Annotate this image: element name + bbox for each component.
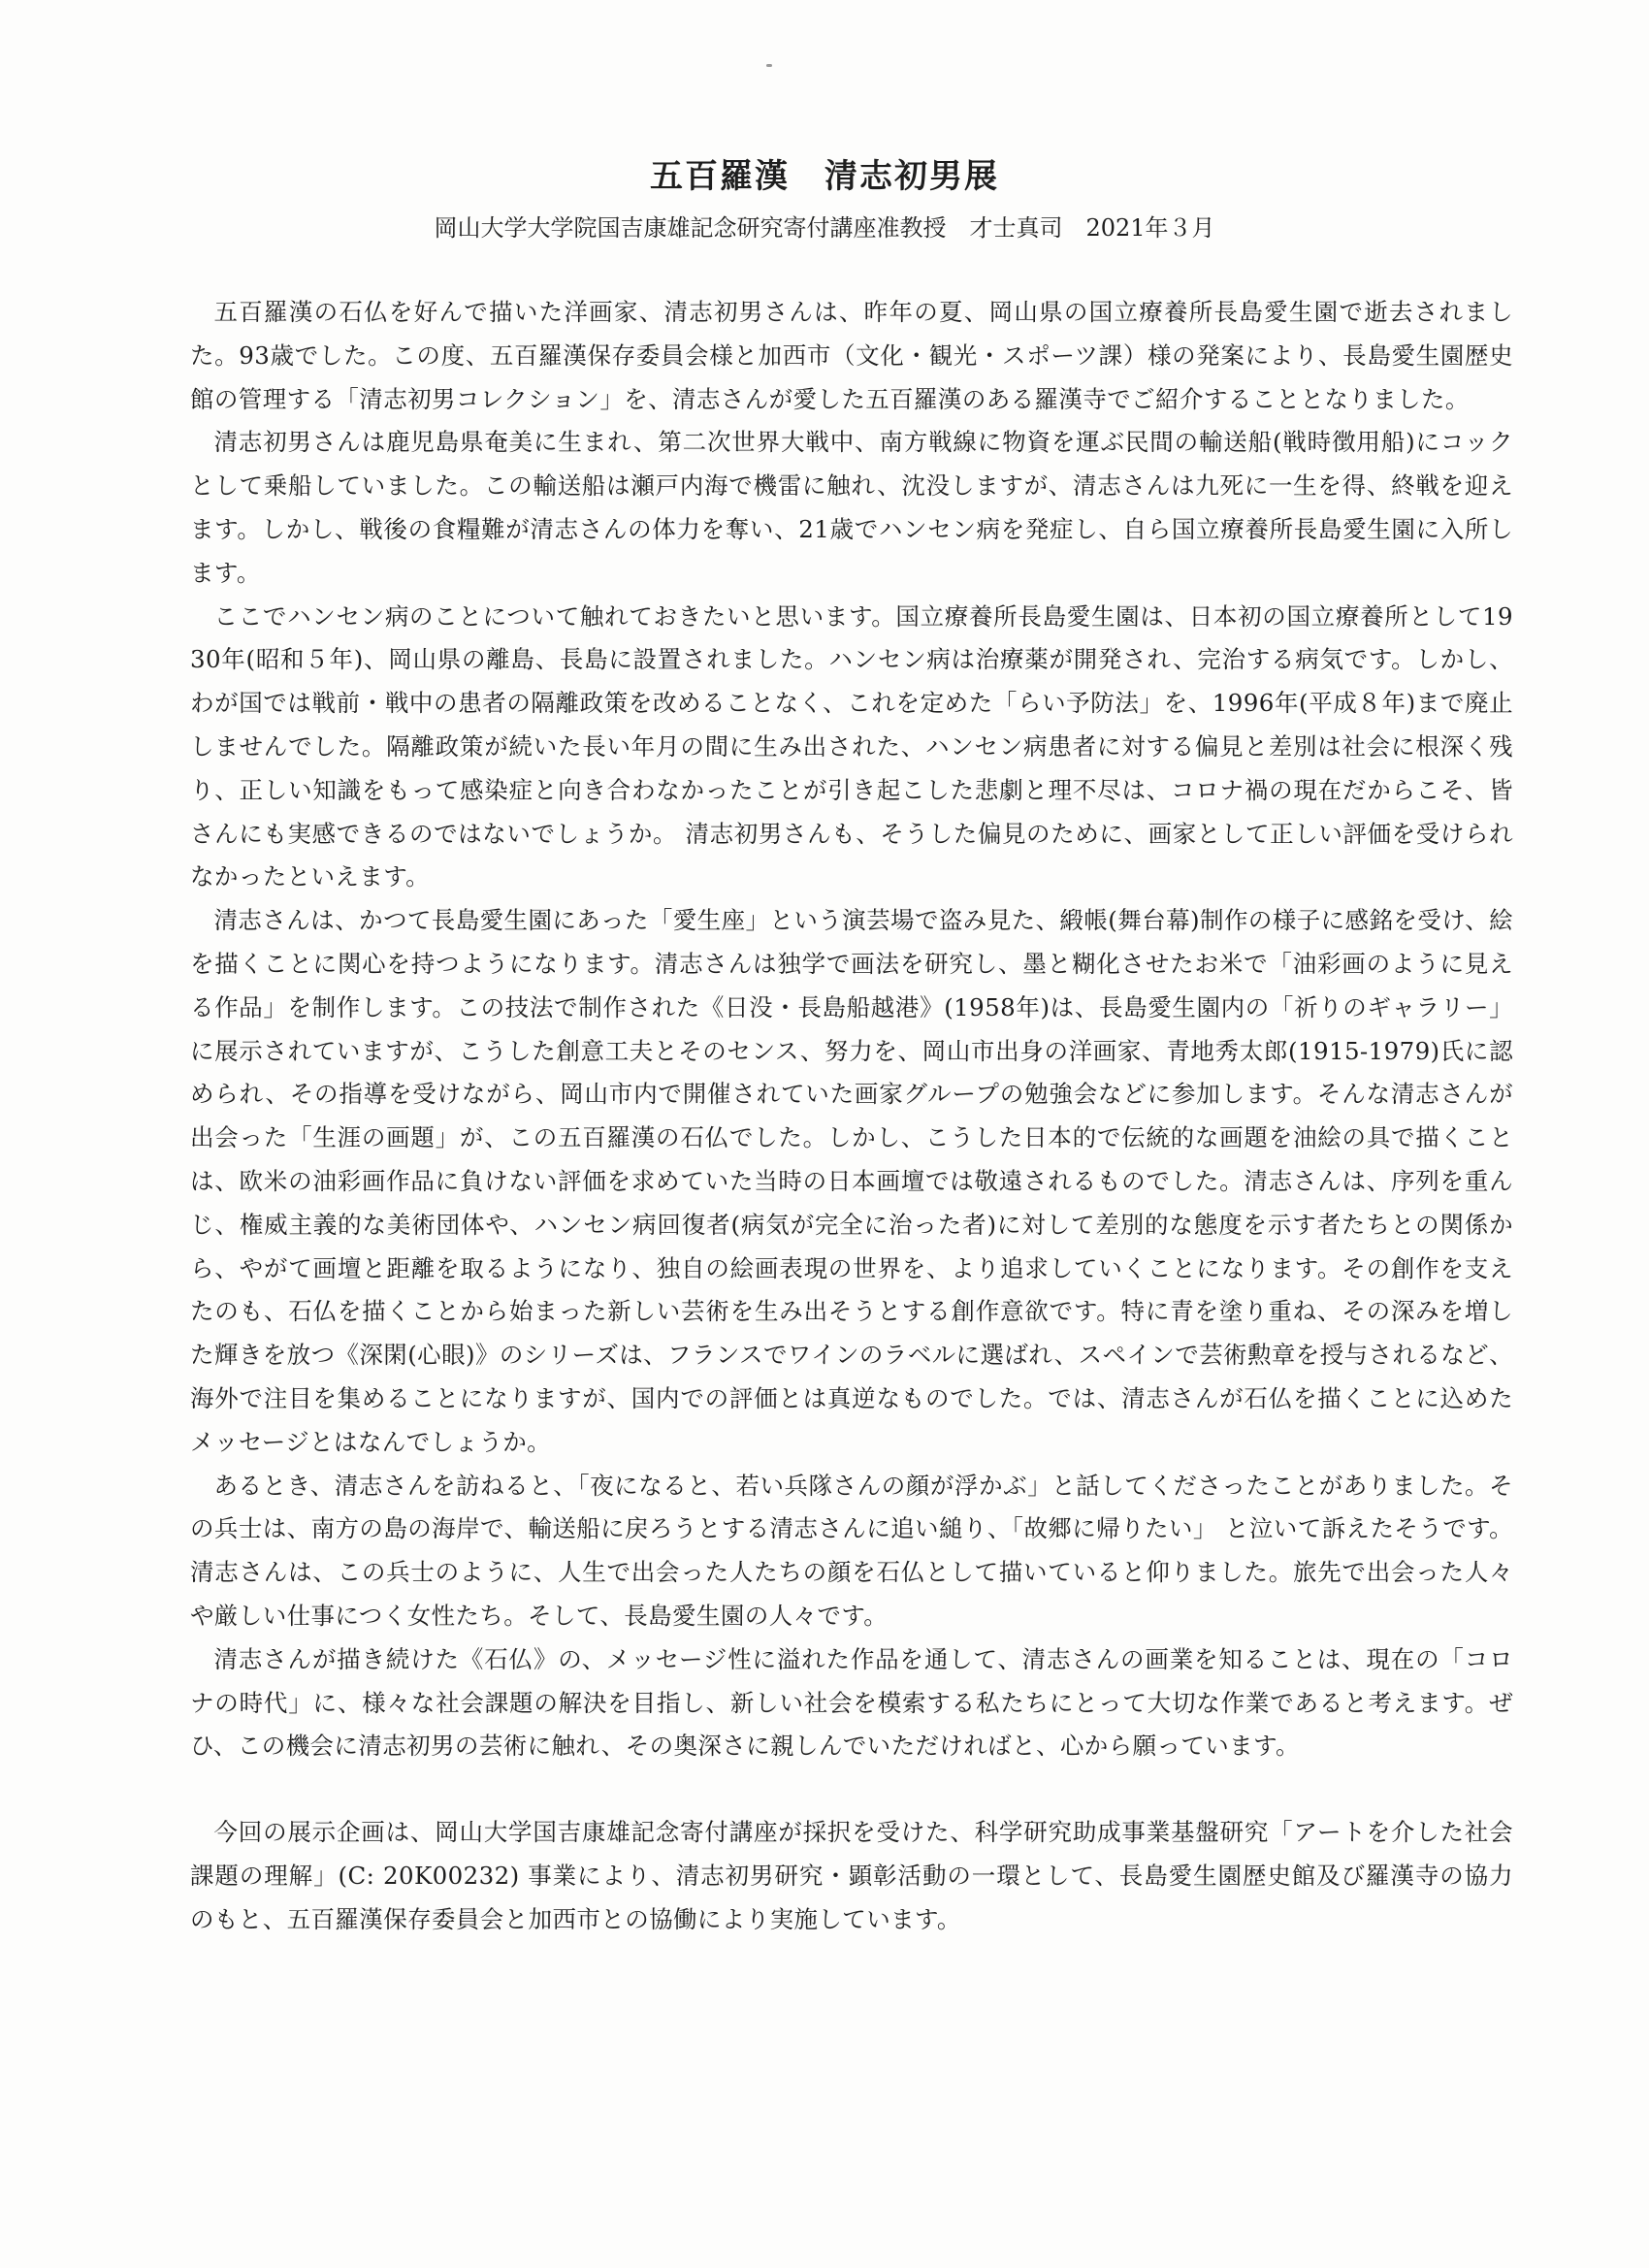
document-body: [190, 291, 1513, 1941]
paragraph-project-note: 今回の展示企画は、岡山大学国吉康雄記念寄付講座が採択を受けた、科学研究助成事業基盤研究「アートを介した社会課題の理解」(C: 20K00232) 事業により、清志初男研究・顕彰活動の一環として、長島愛生園歴史館及び羅漢寺の協力のもと、五百羅漢保存委員会と加西市との協働により実施しています。: [190, 1818, 1513, 1933]
author-byline: 岡山大学大学院国吉康雄記念研究寄付講座准教授 才士真司 2021年３月: [434, 214, 1215, 242]
paragraph-biography: 清志初男さんは鹿児島県奄美に生まれ、第二次世界大戦中、南方戦線に物資を運ぶ民間の輸送船(戦時徴用船)にコックとして乗船していました。この輸送船は瀬戸内海で機雷に触れ、沈没しますが、清志さんは九死に一生を得、終戦を迎えます。しかし、戦後の食糧難が清志さんの体力を奪い、21歳でハンセン病を発症し、自ら国立療養所長島愛生園に入所します。: [190, 428, 1513, 587]
paragraph-painting-career: 清志さんは、かつて長島愛生園にあった「愛生座」という演芸場で盗み見た、緞帳(舞台幕)制作の様子に感銘を受け、絵を描くことに関心を持つようになります。清志さんは独学で画法を研究し、墨と糊化させたお米で「油彩画のように見える作品」を制作します。この技法で制作された《日没・長島船越港》(1958年)は、長島愛生園内の「祈りのギャラリー」に展示されていますが、こうした創意工夫とそのセンス、努力を、岡山市出身の洋画家、青地秀太郎(1915-1979)氏に認められ、その指導を受けながら、岡山市内で開催されていた画家グループの勉強会などに参加します。そんな清志さんが出会った「生涯の画題」が、この五百羅漢の石仏でした。しかし、こうした日本的で伝統的な画題を油絵の具で描くことは、欧米の油彩画作品に負けない評価を求めていた当時の日本画壇では敬遠されるものでした。清志さんは、序列を重んじ、権威主義的な美術団体や、ハンセン病回復者(病気が完全に治った者)に対して差別的な態度を示す者たちとの関係から、やがて画壇と距離を取るようになり、独自の絵画表現の世界を、より追求していくことになります。その創作を支えたのも、石仏を描くことから始まった新しい芸術を生み出そうとする創作意欲です。特に青を塗り重ね、その深みを増した輝きを放つ《深閑(心眼)》のシリーズは、フランスでワインのラベルに選ばれ、スペインで芸術勲章を授与されるなど、海外で注目を集めることになりますが、国内での評価とは真逆なものでした。では、清志さんが石仏を描くことに込めたメッセージとはなんでしょうか。: [190, 906, 1513, 1456]
paragraph-hansen-disease: ここでハンセン病のことについて触れておきたいと思います。国立療養所長島愛生園は、日本初の国立療養所として1930年(昭和５年)、岡山県の離島、長島に設置されました。ハンセン病は治療薬が開発され、完治する病気です。しかし、わが国では戦前・戦中の患者の隔離政策を改めることなく、これを定めた「らい予防法」を、1996年(平成８年)まで廃止しませんでした。隔離政策が続いた長い年月の間に生み出された、ハンセン病患者に対する偏見と差別は社会に根深く残り、正しい知識をもって感染症と向き合わなかったことが引き起こした悲劇と理不尽は、コロナ禍の現在だからこそ、皆さんにも実感できるのではないでしょうか。 清志初男さんも、そうした偏見のために、画家として正しい評価を受けられなかったといえます。: [190, 601, 1513, 891]
scan-speck: [766, 64, 772, 67]
paragraph-closing: 清志さんが描き続けた《石仏》の、メッセージ性に溢れた作品を通して、清志さんの画業を知ることは、現在の「コロナの時代」に、様々な社会課題の解決を目指し、新しい社会を模索する私たちにとって大切な作業であると考えます。ぜひ、この機会に清志初男の芸術に触れ、その奥深さに親しんでいただければと、心から願っています。: [190, 1644, 1513, 1761]
paragraph-soldier-story: あるとき、清志さんを訪ねると、「夜になると、若い兵隊さんの顔が浮かぶ」と話してくださったことがありました。その兵士は、南方の島の海岸で、輸送船に戻ろうとする清志さんに追い縋り、「故郷に帰りたい」 と泣いて訴えたそうです。清志さんは、この兵士のように、人生で出会った人たちの顔を石仏として描いていると仰りました。旅先で出会った人々や厳しい仕事につく女性たち。そして、長島愛生園の人々です。: [190, 1471, 1513, 1630]
paragraph-intro: 五百羅漢の石仏を好んで描いた洋画家、清志初男さんは、昨年の夏、岡山県の国立療養所長島愛生園で逝去されました。93歳でした。この度、五百羅漢保存委員会様と加西市（文化・観光・スポーツ課）様の発案により、長島愛生園歴史館の管理する「清志初男コレクション」を、清志さんが愛した五百羅漢のある羅漢寺でご紹介することとなりました。: [190, 298, 1513, 413]
document-title: 五百羅漢 清志初男展: [650, 157, 999, 196]
